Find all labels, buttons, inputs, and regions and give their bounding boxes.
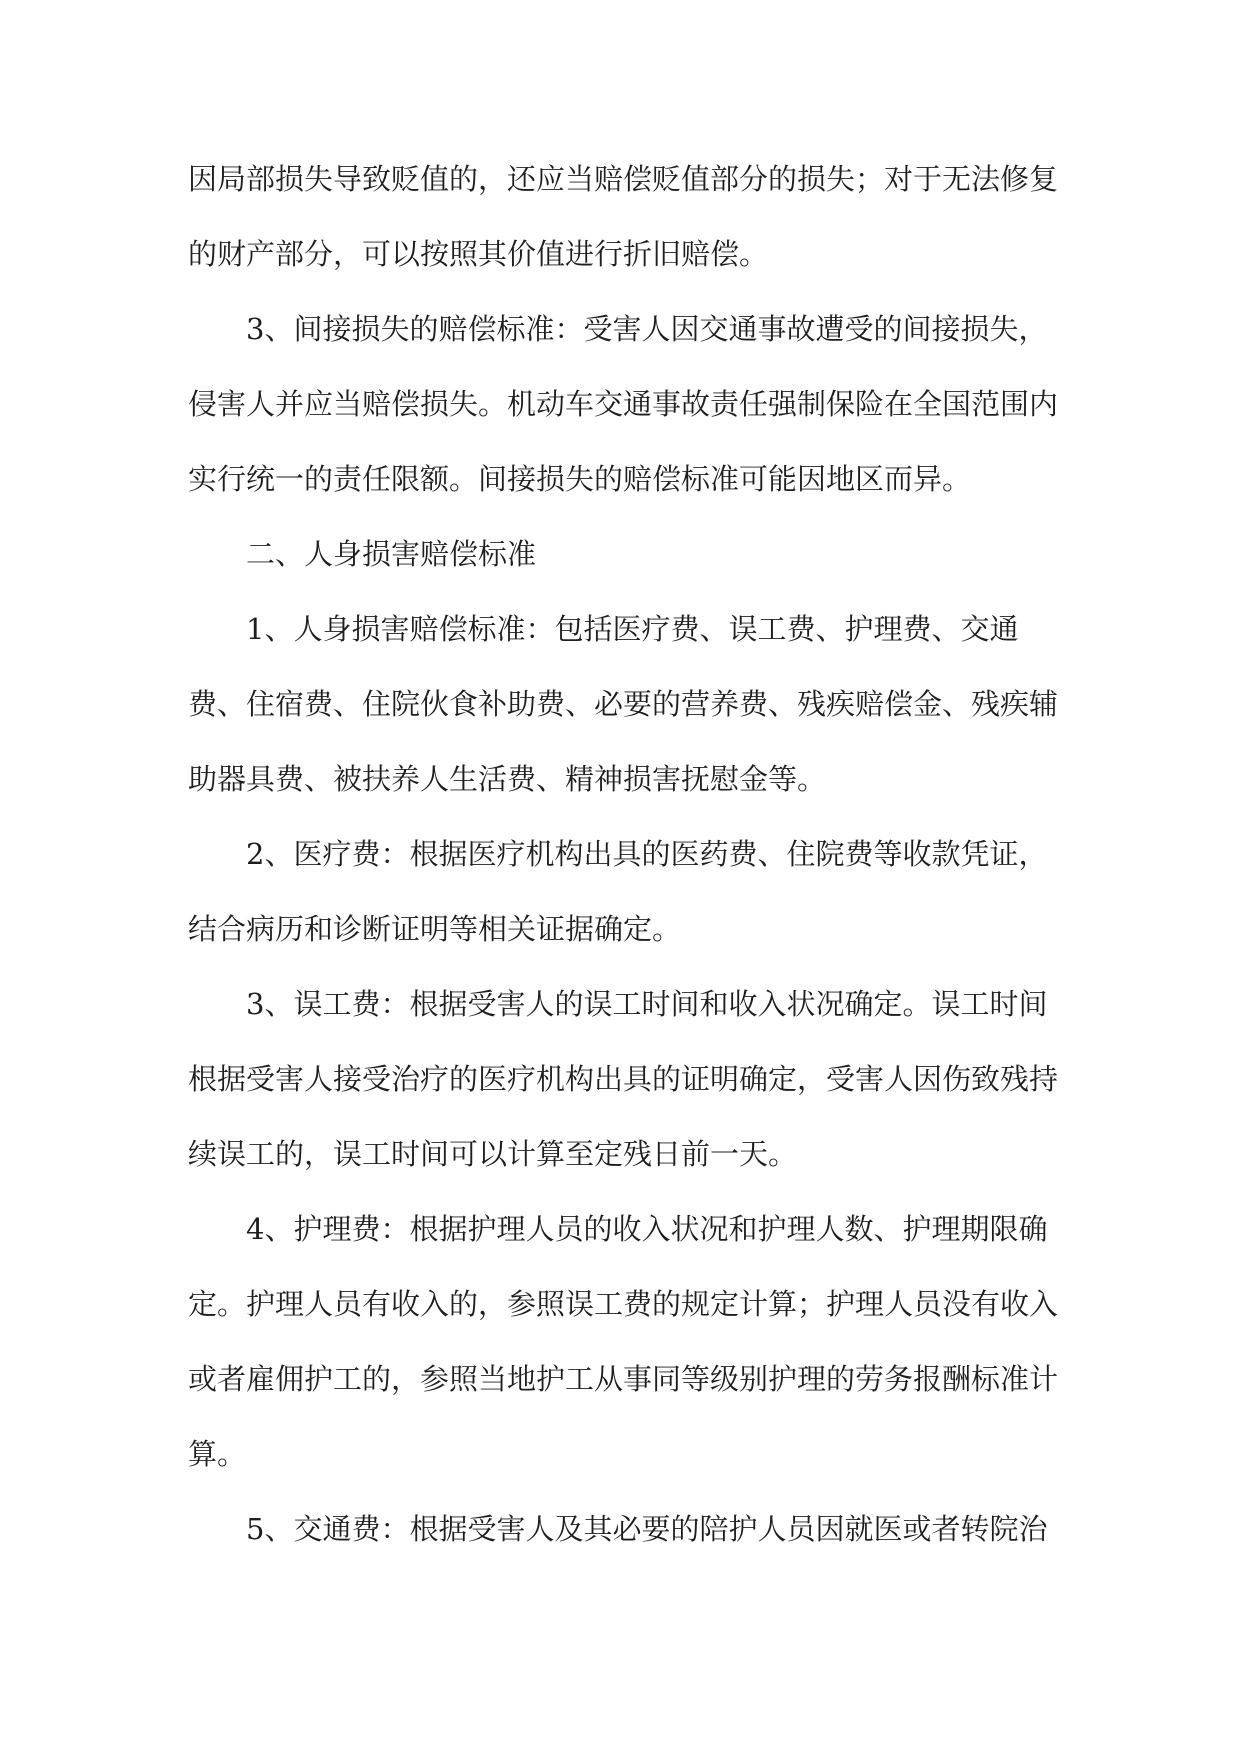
- paragraph-indirect-loss: 3、间接损失的赔偿标准：受害人因交通事故遭受的间接损失，侵害人并应当赔偿损失。机动车交通事故责任强制保险在全国范围内实行统一的责任限额。间接损失的赔偿标准可能因地区而异。: [188, 312, 1059, 496]
- paragraph-property-depreciation: 因局部损失导致贬值的，还应当赔偿贬值部分的损失；对于无法修复的财产部分，可以按照其价值进行折旧赔偿。: [188, 162, 1059, 271]
- paragraph-lost-wages: 3、误工费：根据受害人的误工时间和收入状况确定。误工时间根据受害人接受治疗的医疗机构出具的证明确定，受害人因伤致残持续误工的，误工时间可以计算至定残日前一天。: [188, 987, 1059, 1171]
- paragraph-personal-injury-standard: 1、人身损害赔偿标准：包括医疗费、误工费、护理费、交通费、住宿费、住院伙食补助费、必要的营养费、残疾赔偿金、残疾辅助器具费、被扶养人生活费、精神损害抚慰金等。: [188, 612, 1059, 796]
- section-heading-personal-injury: 二、人身损害赔偿标准: [246, 537, 537, 571]
- paragraph-nursing-expenses: 4、护理费：根据护理人员的收入状况和护理人数、护理期限确定。护理人员有收入的，参照误工费的规定计算；护理人员没有收入或者雇佣护工的，参照当地护工从事同等级别护理的劳务报酬标准计算。: [188, 1212, 1059, 1471]
- document-body: [188, 142, 1066, 1567]
- paragraph-transportation-expenses: 5、交通费：根据受害人及其必要的陪护人员因就医或者转院治: [246, 1512, 1048, 1546]
- paragraph-medical-expenses: 2、医疗费：根据医疗机构出具的医药费、住院费等收款凭证，结合病历和诊断证明等相关证据确定。: [188, 837, 1048, 946]
